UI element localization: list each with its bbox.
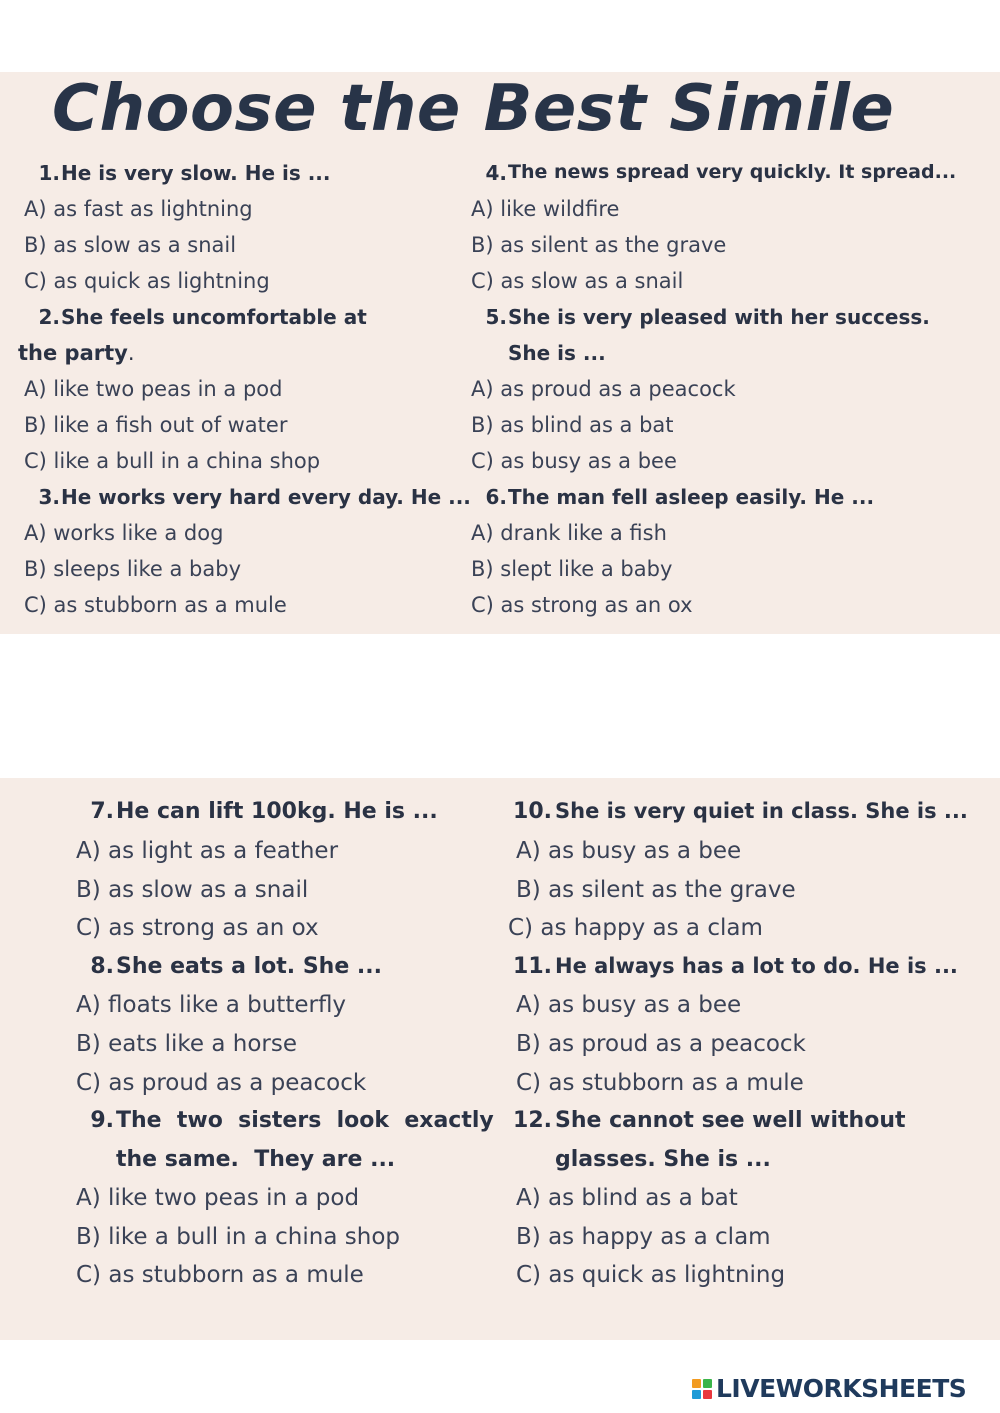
question-7-text: He can lift 100kg. He is ... — [116, 799, 438, 824]
top-panel — [0, 72, 1000, 634]
q8-option-b[interactable]: B) eats like a horse — [76, 1031, 298, 1057]
question-number: 2. — [38, 305, 60, 329]
question-number: 7. — [90, 799, 114, 824]
q7-option-a[interactable]: A) as light as a feather — [76, 838, 339, 864]
q10-option-b[interactable]: B) as silent as the grave — [516, 877, 796, 903]
brand-name: LIVEWORKSHEETS — [716, 1374, 967, 1403]
question-3-text: He works very hard every day. He ... — [61, 485, 471, 509]
question-2-period: . — [127, 341, 135, 365]
question-5-text-line1: She is very pleased with her success. — [508, 305, 930, 329]
q8-option-a[interactable]: A) floats like a butterfly — [76, 992, 347, 1018]
q2-option-b[interactable]: B) like a fish out of water — [24, 413, 288, 437]
question-12-text-line2: glasses. She is ... — [555, 1147, 771, 1172]
q12-option-b[interactable]: B) as happy as a clam — [516, 1224, 771, 1250]
q5-option-a[interactable]: A) as proud as a peacock — [471, 377, 736, 401]
q11-option-a[interactable]: A) as busy as a bee — [516, 992, 742, 1018]
q12-option-a[interactable]: A) as blind as a bat — [516, 1185, 738, 1211]
q11-option-b[interactable]: B) as proud as a peacock — [516, 1031, 806, 1057]
q12-option-c[interactable]: C) as quick as lightning — [516, 1262, 786, 1288]
worksheet-title: Choose the Best Simile — [52, 72, 895, 146]
q2-option-a[interactable]: A) like two peas in a pod — [24, 377, 283, 401]
q2-option-c[interactable]: C) like a bull in a china shop — [24, 449, 321, 473]
q11-option-c[interactable]: C) as stubborn as a mule — [516, 1070, 804, 1096]
question-number: 5. — [485, 305, 507, 329]
q8-option-c[interactable]: C) as proud as a peacock — [76, 1070, 367, 1096]
liveworksheets-logo — [692, 1374, 966, 1403]
logo-square-icon — [692, 1390, 701, 1399]
question-2-text-line1: She feels uncomfortable at — [61, 305, 367, 329]
question-9-text-line2: the same. They are ... — [116, 1147, 396, 1172]
question-number: 1. — [38, 161, 60, 185]
question-number: 4. — [485, 161, 507, 185]
question-9-text-line1: The two sisters look exactly — [116, 1108, 494, 1133]
question-2-text-line2 — [18, 343, 135, 364]
q10-option-a[interactable]: A) as busy as a bee — [516, 838, 742, 864]
question-number: 3. — [38, 485, 60, 509]
question-number: 11. — [513, 954, 552, 979]
q3-option-a[interactable]: A) works like a dog — [24, 521, 224, 545]
q6-option-c[interactable]: C) as strong as an ox — [471, 593, 693, 617]
question-6-text: The man fell asleep easily. He ... — [508, 485, 875, 509]
q1-option-c[interactable]: C) as quick as lightning — [24, 269, 270, 293]
logo-square-icon — [703, 1390, 712, 1399]
q9-option-b[interactable]: B) like a bull in a china shop — [76, 1224, 400, 1250]
question-5-text-line2: She is ... — [508, 341, 606, 365]
q1-option-b[interactable]: B) as slow as a snail — [24, 233, 237, 257]
q1-option-a[interactable]: A) as fast as lightning — [24, 197, 253, 221]
q9-option-a[interactable]: A) like two peas in a pod — [76, 1185, 360, 1211]
question-number: 8. — [90, 954, 114, 979]
q4-option-b[interactable]: B) as silent as the grave — [471, 233, 727, 257]
q5-option-c[interactable]: C) as busy as a bee — [471, 449, 677, 473]
question-1-text: He is very slow. He is ... — [61, 161, 331, 185]
question-12-text-line1: She cannot see well without — [555, 1108, 906, 1133]
question-8-text: She eats a lot. She ... — [116, 954, 382, 979]
q3-option-b[interactable]: B) sleeps like a baby — [24, 557, 242, 581]
logo-square-icon — [692, 1379, 701, 1388]
question-number: 6. — [485, 485, 507, 509]
logo-square-icon — [703, 1379, 712, 1388]
q7-option-c[interactable]: C) as strong as an ox — [76, 915, 319, 941]
q3-option-c[interactable]: C) as stubborn as a mule — [24, 593, 287, 617]
question-number: 9. — [90, 1108, 114, 1133]
q5-option-b[interactable]: B) as blind as a bat — [471, 413, 674, 437]
question-number: 10. — [513, 799, 552, 824]
q6-option-b[interactable]: B) slept like a baby — [471, 557, 673, 581]
question-10-text: She is very quiet in class. She is ... — [555, 799, 968, 823]
question-4-text: The news spread very quickly. It spread... — [508, 161, 957, 183]
q6-option-a[interactable]: A) drank like a fish — [471, 521, 667, 545]
q9-option-c[interactable]: C) as stubborn as a mule — [76, 1262, 364, 1288]
q4-option-c[interactable]: C) as slow as a snail — [471, 269, 684, 293]
q10-option-c[interactable]: C) as happy as a clam — [508, 915, 763, 941]
question-11-text: He always has a lot to do. He is ... — [555, 954, 958, 978]
question-number: 12. — [513, 1108, 552, 1133]
question-2-text-bold: the party — [18, 341, 128, 365]
logo-squares-icon — [692, 1379, 712, 1399]
q4-option-a[interactable]: A) like wildfire — [471, 197, 620, 221]
q7-option-b[interactable]: B) as slow as a snail — [76, 877, 309, 903]
